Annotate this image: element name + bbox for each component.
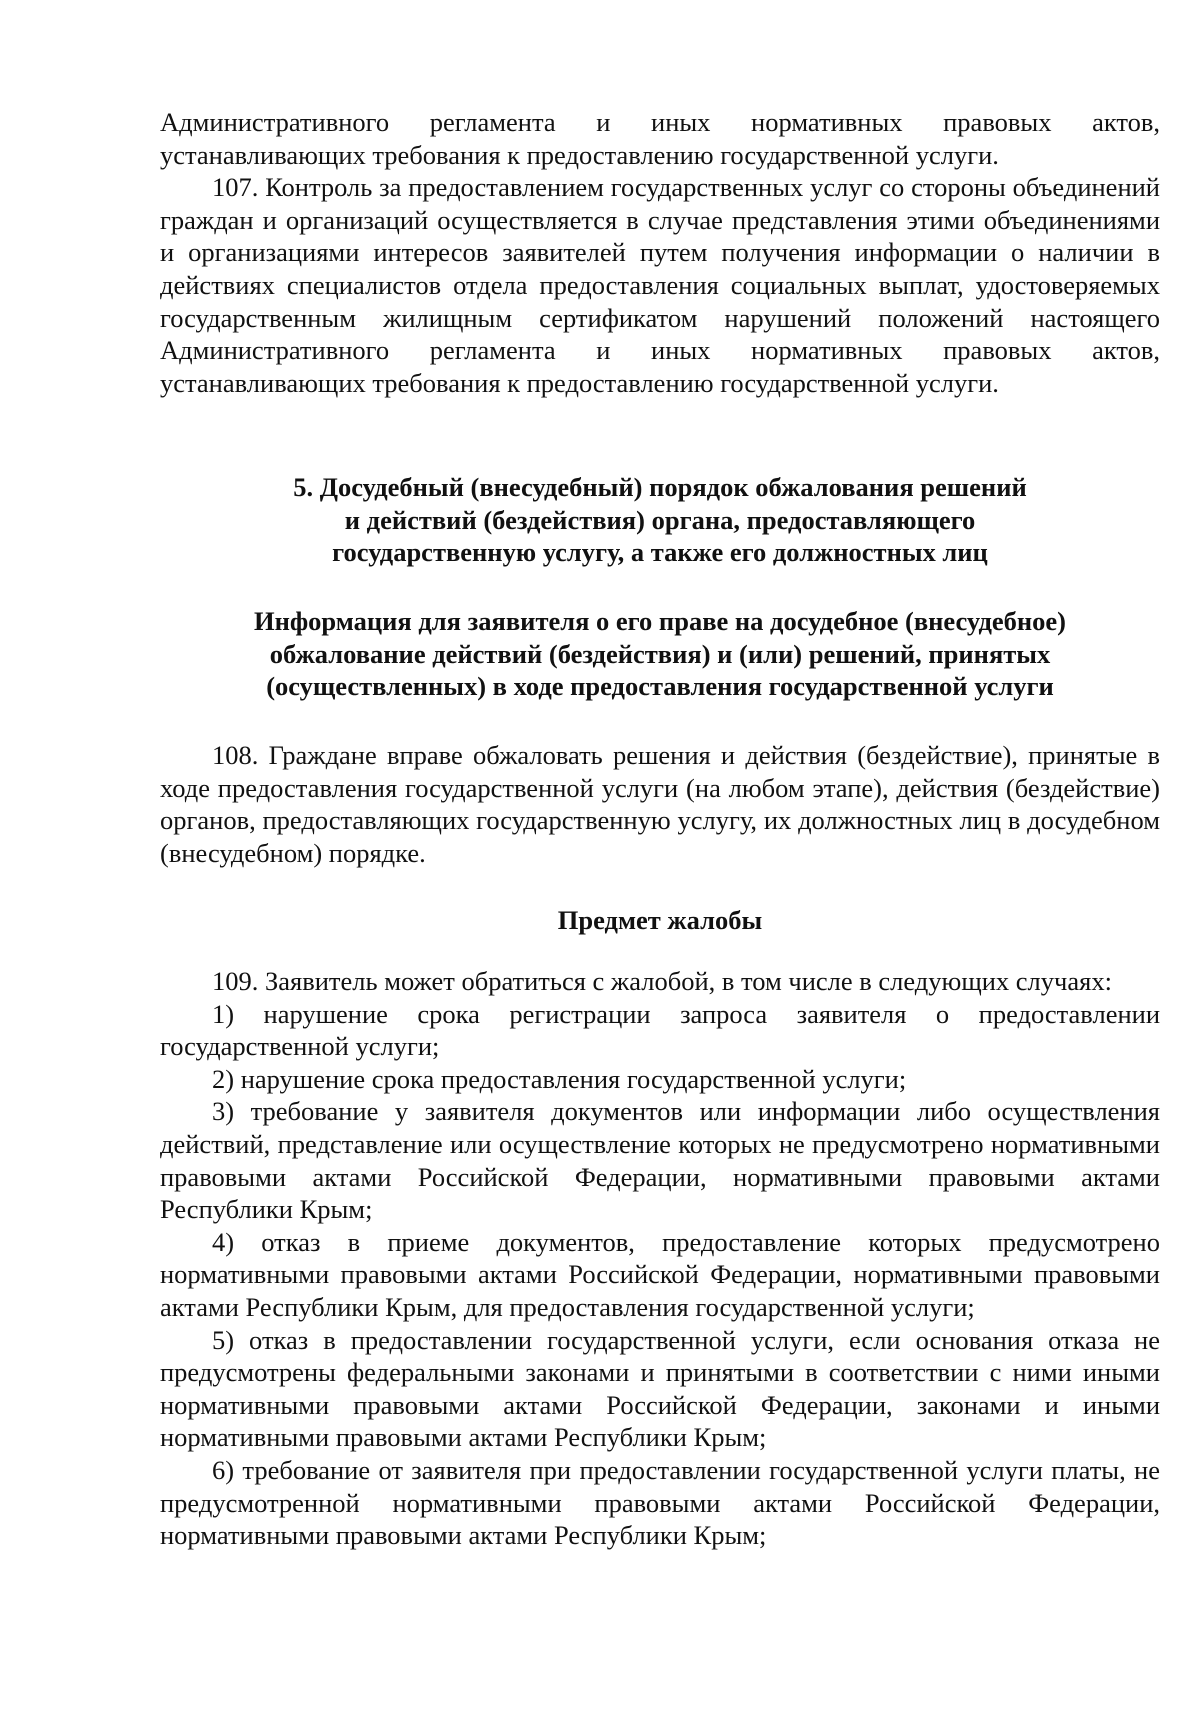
subject-heading: [160, 904, 1160, 937]
info-heading-line-3: (осуществленных) в ходе предоставления государственной услуги: [266, 671, 1054, 702]
list-item-5: 5) отказ в предоставлении государственной услуги, если основания отказа не предусмотрены федеральными законами и принятыми в соответствии с ними иными нормативными правовыми актами Российской Федерации, законами и иными нормативными правовыми актами Республики Крым;: [160, 1324, 1160, 1453]
section-5-heading-line-3: государственную услугу, а также его должностных лиц: [332, 537, 988, 568]
text-block-108: [160, 739, 1160, 869]
list-item-3: 3) требование у заявителя документов или информации либо осуществления действий, представление или осуществление которых не предусмотрено нормативными правовыми актами Российской Федерации, нормативными правовыми актами Республики Крым;: [160, 1096, 1160, 1225]
section-5-heading-line-1: 5. Досудебный (внесудебный) порядок обжалования решений: [293, 472, 1027, 502]
paragraph-109-intro: 109. Заявитель может обратиться с жалобой, в том числе в следующих случаях:: [212, 966, 1112, 996]
info-heading: [160, 605, 1160, 703]
section-5-heading: [160, 471, 1160, 569]
paragraph-107: 107. Контроль за предоставлением государственных услуг со стороны объединений граждан и организаций осуществляется в случае представления этими объединениями и организациями интересов заявителей путем получения информации о наличии в действиях специалистов отдела предоставления социальных выплат, удостоверяемых государственным жилищным сертификатом нарушений положений настоящего Административного регламента и иных нормативных правовых актов, устанавливающих требования к предоставлению государственной услуги.: [160, 172, 1160, 398]
paragraph-continuation: Административного регламента и иных нормативных правовых актов, устанавливающих требования к предоставлению государственной услуги.: [160, 107, 1160, 170]
subject-heading-text: Предмет жалобы: [557, 905, 763, 935]
text-block-top: [160, 106, 1160, 399]
list-item-4: 4) отказ в приеме документов, предоставление которых предусмотрено нормативными правовыми актами Российской Федерации, нормативными правовыми актами Республики Крым, для предоставления государственной услуги;: [160, 1226, 1160, 1322]
section-5-heading-line-2: и действий (бездействия) органа, предоставляющего: [344, 504, 976, 535]
info-heading-line-2: обжалование действий (бездействия) и (или) решений, принятых: [269, 638, 1051, 669]
list-item-2: 2) нарушение срока предоставления государственной услуги;: [212, 1063, 907, 1094]
list-item-6: 6) требование от заявителя при предоставлении государственной услуги платы, не предусмотренной нормативными правовыми актами Российской Федерации, нормативными правовыми актами Республики Крым;: [160, 1454, 1160, 1551]
text-block-109: [160, 965, 1160, 1552]
paragraph-108: 108. Граждане вправе обжаловать решения и действия (бездействие), принятые в ходе предоставления государственной услуги (на любом этапе), действия (бездействие) органов, предоставляющих государственную услугу, их должностных лиц в досудебном (внесудебном) порядке.: [160, 740, 1160, 868]
info-heading-line-1: Информация для заявителя о его праве на досудебное (внесудебное): [253, 606, 1067, 636]
list-item-1: 1) нарушение срока регистрации запроса заявителя о предоставлении государственной услуги;: [160, 998, 1160, 1062]
